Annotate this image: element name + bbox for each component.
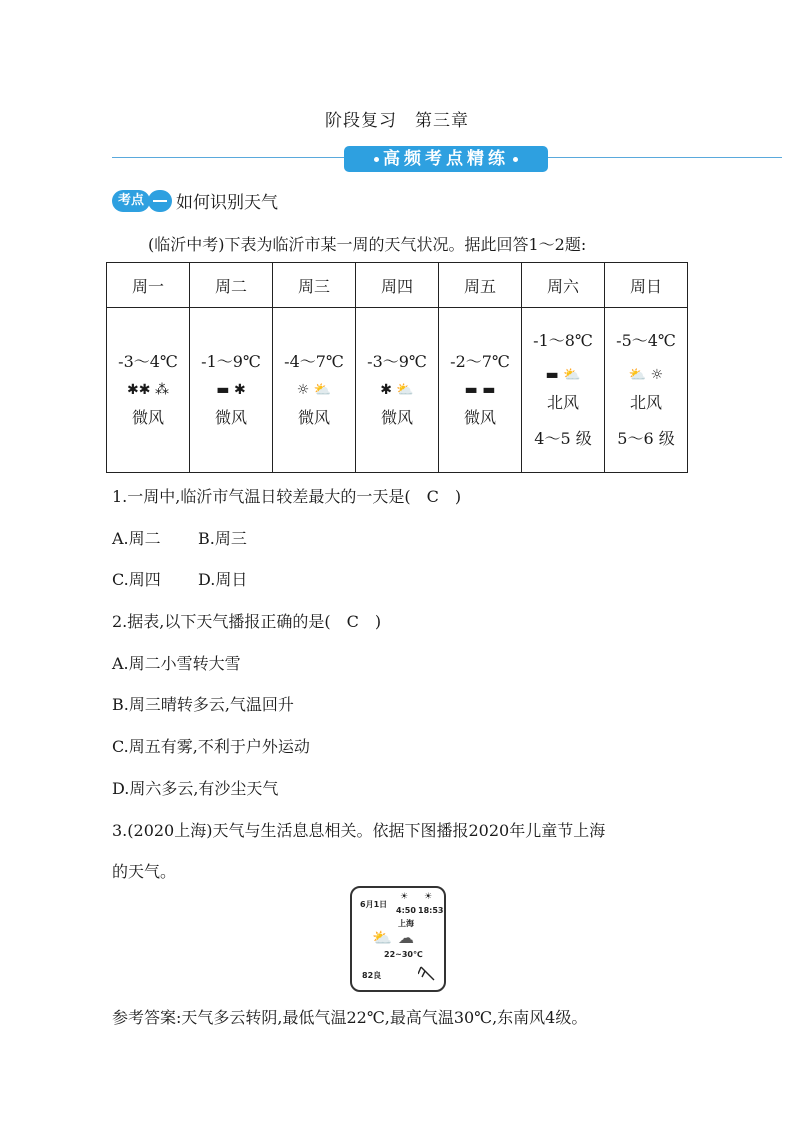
sunset-icon: ☀: [424, 892, 433, 902]
wind: 北风: [629, 393, 662, 412]
section-banner: [344, 146, 548, 172]
intro-text: (临沂中考)下表为临沂市某一周的天气状况。据此回答1～2题:: [148, 235, 587, 254]
weather-cell: [356, 308, 439, 473]
weather-cell: [605, 308, 688, 473]
weather-cell: [273, 308, 356, 473]
page-title: 阶段复习 第三章: [325, 111, 469, 131]
temperature-range: -2～7℃: [450, 352, 510, 371]
wind: 微风: [297, 408, 330, 427]
temperature-range: -3～4℃: [118, 352, 178, 371]
temperature-range: -4～7℃: [284, 352, 344, 371]
question-2-stem: 2.据表,以下天气播报正确的是( C ): [112, 612, 382, 631]
reference-answer: 参考答案:天气多云转阴,最低气温22℃,最高气温30℃,东南风4级。: [112, 1008, 588, 1027]
section-badge-text: 考点: [112, 190, 150, 212]
dot-icon: [374, 157, 379, 162]
partly-cloudy-icon: ⛅: [372, 928, 392, 947]
temperature-range: -5～4℃: [616, 331, 676, 350]
question-1-option-d: D.周日: [198, 570, 248, 589]
question-3-stem: 3.(2020上海)天气与生活息息相关。依据下图播报2020年儿童节上海: [112, 821, 606, 840]
sunrise-icon: ☀: [400, 892, 409, 902]
question-2-option-d: D.周六多云,有沙尘天气: [112, 779, 279, 798]
day-header: 周一: [107, 263, 190, 308]
weather-cell: [190, 308, 273, 473]
table-header-row: [107, 263, 688, 308]
day-header: 周日: [605, 263, 688, 308]
watch-city: 上海: [398, 919, 414, 928]
cloudy-sunny-icon: ⛅ ☼: [628, 367, 664, 383]
temperature-range: -1～8℃: [533, 331, 593, 350]
day-header: 周五: [439, 263, 522, 308]
question-1-option-c: C.周四: [112, 570, 161, 589]
wind: 微风: [463, 408, 496, 427]
sandstorm-cloudy-icon: ▬ ⛅: [545, 367, 581, 383]
wind: 北风: [546, 393, 579, 412]
snow-cloudy-icon: ✱ ⛅: [380, 382, 414, 398]
section-badge: [112, 190, 174, 212]
day-header: 周六: [522, 263, 605, 308]
weather-watch: [350, 886, 446, 992]
number-one-icon: [148, 190, 172, 212]
temperature-range: -3～9℃: [367, 352, 427, 371]
wind-level: 4～5 级: [534, 429, 592, 448]
question-2-option-b: B.周三晴转多云,气温回升: [112, 695, 294, 714]
wind: 微风: [131, 408, 164, 427]
question-1-option-a: A.周二: [112, 529, 161, 548]
wind: 微风: [380, 408, 413, 427]
overcast-icon: ☁: [398, 928, 414, 947]
question-1-stem: 1.一周中,临沂市气温日较差最大的一天是( C ): [112, 487, 462, 506]
wind-barb-icon: [418, 964, 436, 982]
snow-icon: ✱✱ ⁂: [127, 382, 169, 398]
weather-cell: [522, 308, 605, 473]
sunset-time: 18:53: [418, 906, 444, 915]
weather-table: [106, 262, 688, 473]
sunny-cloudy-icon: ☼ ⛅: [296, 382, 332, 398]
section-title: 如何识别天气: [176, 193, 278, 213]
fog-snow-icon: ▬ ✱: [216, 382, 246, 398]
weather-cell: [107, 308, 190, 473]
watch-air-quality: 82良: [362, 971, 382, 980]
question-2-option-c: C.周五有雾,不利于户外运动: [112, 737, 310, 756]
question-1-option-b: B.周三: [198, 529, 247, 548]
banner-text: 高频考点精练: [383, 149, 509, 169]
watch-temperature: 22~30℃: [384, 950, 423, 959]
temperature-range: -1～9℃: [201, 352, 261, 371]
fog-icon: ▬ ▬: [464, 382, 496, 398]
wind-level: 5～6 级: [617, 429, 675, 448]
table-row: [107, 308, 688, 473]
question-3-stem-continued: 的天气。: [112, 862, 177, 881]
dot-icon: [513, 157, 518, 162]
section-heading: [112, 188, 278, 213]
watch-date: 6月1日: [360, 900, 388, 909]
sunrise-time: 4:50: [396, 906, 416, 915]
day-header: 周四: [356, 263, 439, 308]
question-2-option-a: A.周二小雪转大雪: [112, 654, 241, 673]
weather-cell: [439, 308, 522, 473]
wind: 微风: [214, 408, 247, 427]
day-header: 周三: [273, 263, 356, 308]
day-header: 周二: [190, 263, 273, 308]
